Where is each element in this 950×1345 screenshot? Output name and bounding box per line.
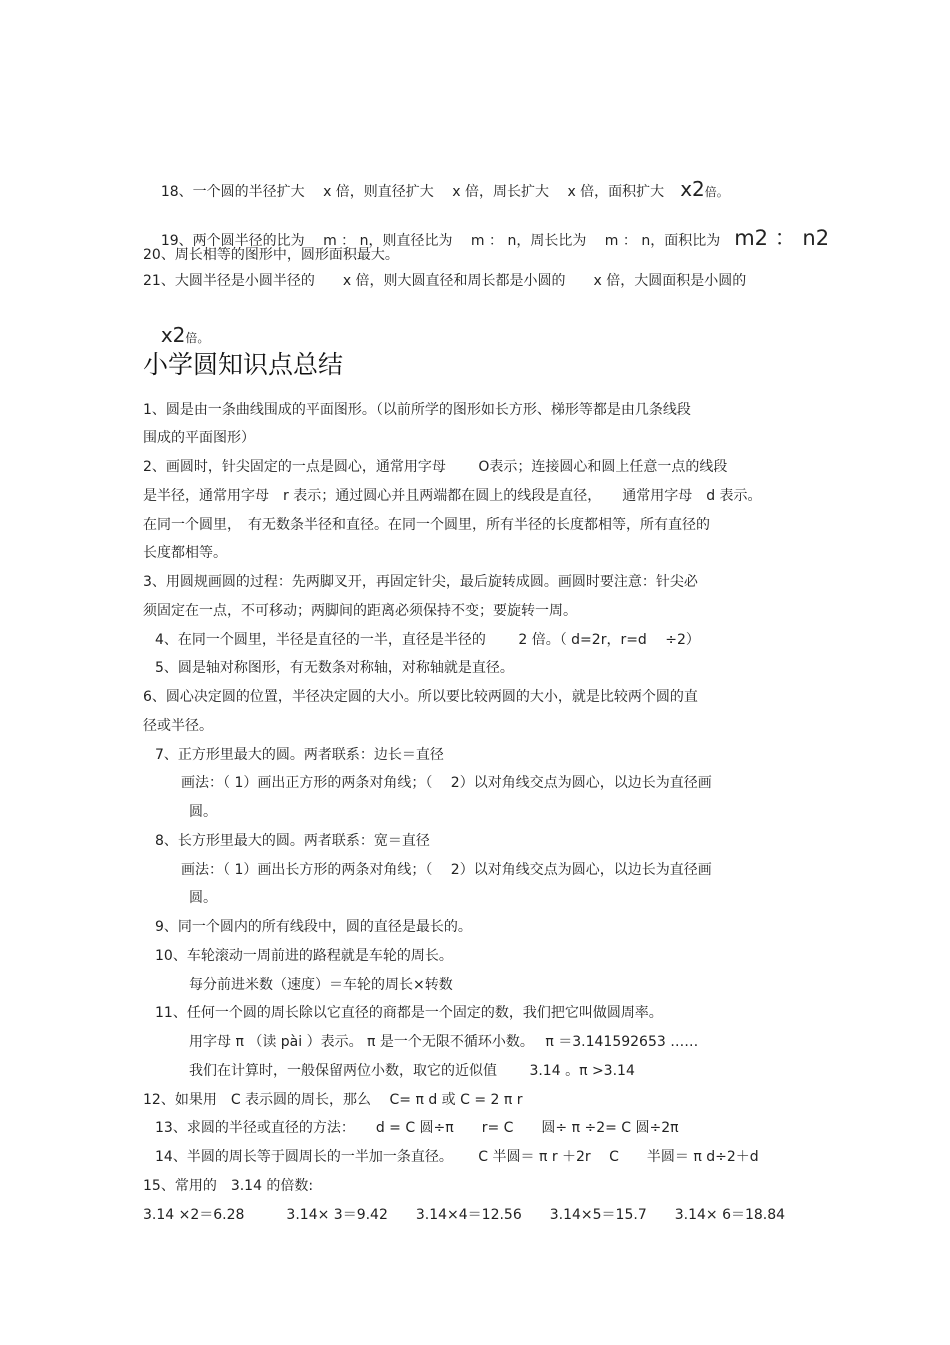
line-11-approx: 我们在计算时，一般保留两位小数，取它的近似值 3.14 。π >3.14 bbox=[189, 1063, 635, 1079]
line-3a: 3、用圆规画圆的过程：先两脚叉开，再固定针尖，最后旋转成圆。画圆时要注意：针尖必 bbox=[143, 574, 698, 590]
line-11-pi: 用字母 π （读 pài ）表示。 π 是一个无限不循环小数。 π ＝3.141592653 …… bbox=[189, 1034, 699, 1050]
item-19-ratio: m2 ： n2 bbox=[734, 226, 830, 250]
line-4: 4、在同一个圆里，半径是直径的一半，直径是半径的 2 倍。（ d=2r，r=d ÷2） bbox=[155, 632, 700, 648]
line-11: 11、任何一个圆的周长除以它直径的商都是一个固定的数，我们把它叫做圆周率。 bbox=[155, 1005, 663, 1021]
section-heading: 小学圆知识点总结 bbox=[143, 350, 344, 379]
line-3b: 须固定在一点，不可移动；两脚间的距离必须保持不变；要旋转一周。 bbox=[143, 603, 577, 619]
line-15: 15、常用的 3.14 的倍数: bbox=[143, 1178, 314, 1194]
item-19-text: 19、两个圆半径的比为 m ： n，则直径比为 m ： n，周长比为 m ： n，面积比为 bbox=[160, 233, 721, 249]
line-7: 7、正方形里最大的圆。两者联系：边长＝直径 bbox=[155, 747, 444, 763]
line-5: 5、圆是轴对称图形，有无数条对称轴，对称轴就是直径。 bbox=[155, 660, 514, 676]
line-6a: 6、圆心决定圆的位置，半径决定圆的大小。所以要比较两圆的大小，就是比较两个圆的直 bbox=[143, 689, 698, 705]
item-18-suffix: 倍。 bbox=[704, 185, 729, 199]
line-7-method-cont: 圆。 bbox=[189, 804, 217, 820]
line-7-method: 画法：（ 1）画出正方形的两条对角线；（ 2）以对角线交点为圆心，以边长为直径画 bbox=[181, 775, 712, 791]
item-18-power: x2 bbox=[680, 177, 705, 201]
line-2a: 2、画圆时，针尖固定的一点是圆心，通常用字母 O表示；连接圆心和圆上任意一点的线段 bbox=[143, 459, 728, 475]
line-8-method: 画法：（ 1）画出长方形的两条对角线；（ 2）以对角线交点为圆心，以边长为直径画 bbox=[181, 862, 712, 878]
line-2b: 是半径，通常用字母 r 表示；通过圆心并且两端都在圆上的线段是直径， 通常用字母 d 表示。 bbox=[143, 488, 762, 504]
line-9: 9、同一个圆内的所有线段中，圆的直径是最长的。 bbox=[155, 919, 472, 935]
line-12: 12、如果用 C 表示圆的周长，那么 C= π d 或 C = 2 π r bbox=[143, 1092, 523, 1108]
item-21: 21、大圆半径是小圆半径的 x 倍，则大圆直径和周长都是小圆的 x 倍，大圆面积是小圆的 bbox=[143, 273, 747, 289]
item-21-suffix: 倍。 bbox=[185, 331, 210, 345]
item-18-text: 18、一个圆的半径扩大 x 倍，则直径扩大 x 倍，周长扩大 x 倍，面积扩大 bbox=[160, 184, 665, 200]
line-8-method-cont: 圆。 bbox=[189, 890, 217, 906]
line-10-formula: 每分前进米数（速度）＝车轮的周长×转数 bbox=[189, 977, 453, 993]
line-1b: 围成的平面图形） bbox=[143, 430, 255, 446]
line-13: 13、求圆的半径或直径的方法： d = C 圆÷π r= C 圆÷ π ÷2= C 圆÷2π bbox=[155, 1120, 679, 1136]
line-2d: 长度都相等。 bbox=[143, 545, 227, 561]
line-8: 8、长方形里最大的圆。两者联系：宽＝直径 bbox=[155, 833, 430, 849]
line-2c: 在同一个圆里， 有无数条半径和直径。在同一个圆里，所有半径的长度都相等，所有直径的 bbox=[143, 517, 710, 533]
item-20: 20、周长相等的图形中，圆形面积最大。 bbox=[143, 247, 399, 263]
line-6b: 径或半径。 bbox=[143, 718, 213, 734]
line-14: 14、半圆的周长等于圆周长的一半加一条直径。 C 半圆＝ π r ＋2r C 半圆＝ π d÷2＋d bbox=[155, 1149, 759, 1165]
line-10: 10、车轮滚动一周前进的路程就是车轮的周长。 bbox=[155, 948, 453, 964]
item-21-power: x2 bbox=[160, 323, 186, 347]
line-1a: 1、圆是由一条曲线围成的平面图形。（以前所学的图形如长方形、梯形等都是由几条线段 bbox=[143, 402, 691, 418]
line-15-multiples: 3.14 ×2＝6.28 3.14× 3＝9.42 3.14×4＝12.56 3.14×5＝15.7 3.14× 6＝18.84 bbox=[143, 1207, 786, 1223]
